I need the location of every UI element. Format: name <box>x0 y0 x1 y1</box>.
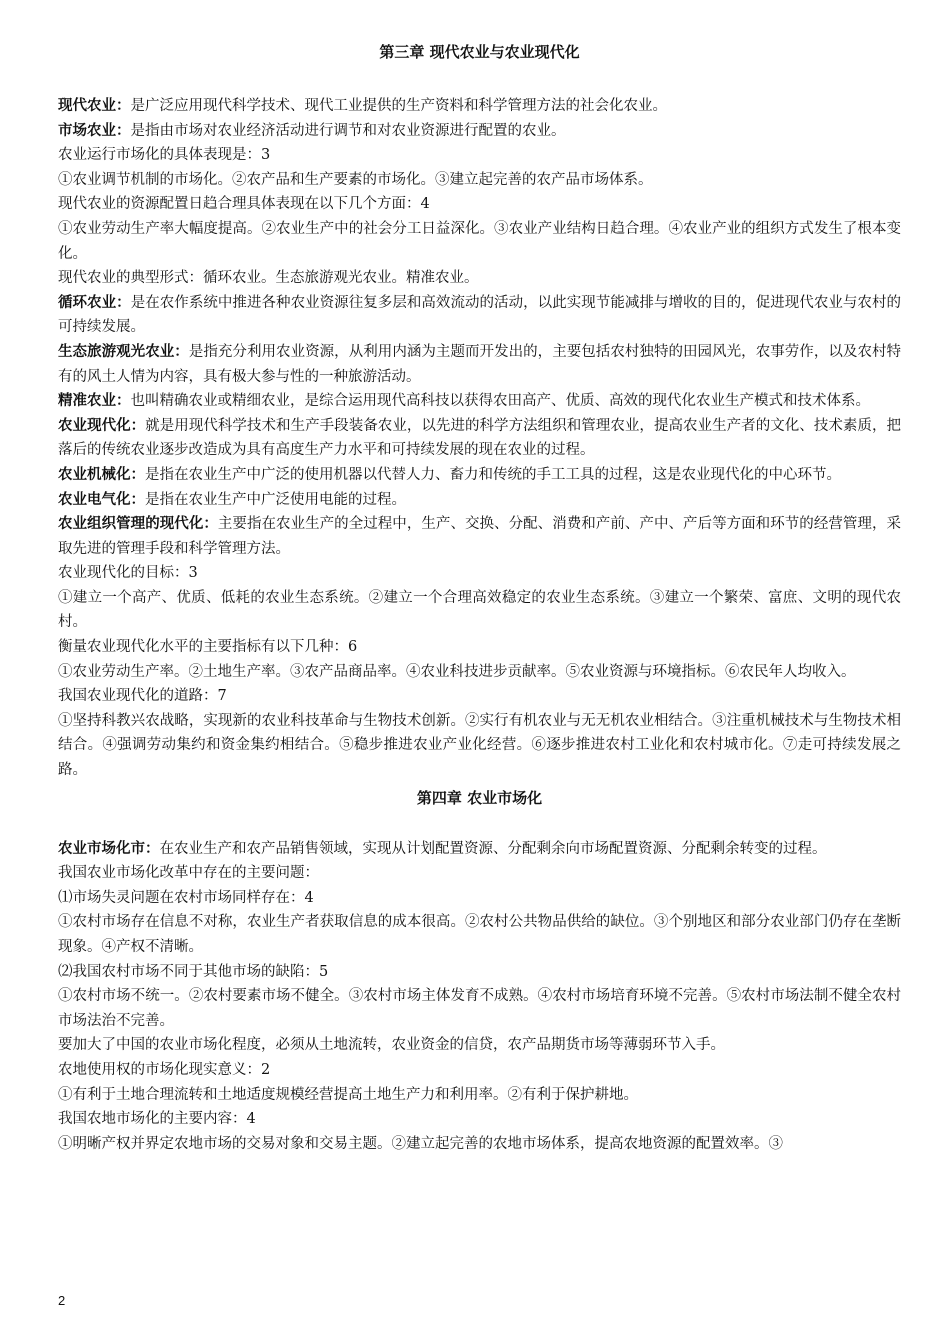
paragraph-text: 农业运行市场化的具体表现是：3 <box>58 147 271 164</box>
paragraph-text: ①明晰产权并界定农地市场的交易对象和交易主题。②建立起完善的农地市场体系，提高农地资源的配置效率。③ <box>58 1135 783 1152</box>
paragraph-text: 我国农业市场化改革中存在的主要问题： <box>58 865 319 882</box>
term-label: 农业市场化市： <box>58 839 160 857</box>
paragraph <box>58 414 901 463</box>
paragraph-text: 农地使用权的市场化现实意义：2 <box>58 1061 271 1078</box>
paragraph-text: 是指充分利用农业资源，从利用内涵为主题而开发出的，主要包括农村独特的田园风光，农事劳作，以及农村特有的风土人情为内容，具有极大参与性的一种旅游活动。 <box>58 343 902 385</box>
paragraph <box>58 861 901 886</box>
term-label: 循环农业： <box>58 293 131 311</box>
term-label: 农业机械化： <box>58 465 145 483</box>
paragraph-text: 我国农业现代化的道路：7 <box>58 688 227 705</box>
paragraph <box>58 168 901 193</box>
term-label: 现代农业： <box>58 97 131 114</box>
paragraph-text: ①农业调节机制的市场化。②农产品和生产要素的市场化。③建立起完善的农产品市场体系。 <box>58 171 653 188</box>
paragraph <box>58 291 901 340</box>
paragraph-text: 也叫精确农业或精细农业，是综合运用现代高科技以获得农田高产、优质、高效的现代化农业生产模式和技术体系。 <box>130 393 870 410</box>
chapter-3-body <box>58 94 901 783</box>
paragraph <box>58 684 901 709</box>
paragraph <box>58 512 901 561</box>
paragraph-text: 是广泛应用现代科学技术、现代工业提供的生产资料和科学管理方法的社会化农业。 <box>130 98 667 114</box>
page-number: 2 <box>58 1293 66 1308</box>
paragraph-text: 是在农作系统中推进各种农业资源往复多层和高效流动的活动，以此实现节能减排与增收的目的，促进现代农业与农村的可持续发展。 <box>58 294 902 336</box>
paragraph <box>58 143 901 168</box>
document-page <box>58 40 901 1156</box>
paragraph-text: 现代农业的典型形式：循环农业。生态旅游观光农业。精准农业。 <box>58 270 479 287</box>
paragraph <box>58 886 901 911</box>
paragraph <box>58 266 901 291</box>
paragraph <box>58 837 901 862</box>
term-label: 精准农业： <box>58 392 131 410</box>
paragraph-text: 是指在农业生产中广泛的使用机器以代替人力、畜力和传统的手工工具的过程，这是农业现代化的中心环节。 <box>145 466 841 483</box>
paragraph <box>58 586 901 635</box>
paragraph <box>58 1107 901 1132</box>
paragraph <box>58 984 901 1033</box>
paragraph-text: ⑵我国农村市场不同于其他市场的缺陷：5 <box>58 963 329 980</box>
term-label: 市场农业： <box>58 121 131 139</box>
paragraph-text: ⑴市场失灵问题在农村市场同样存在：4 <box>58 889 314 906</box>
term-label: 农业组织管理的现代化： <box>58 515 218 533</box>
paragraph <box>58 1132 901 1157</box>
paragraph-text: ①农业劳动生产率。②土地生产率。③农产品商品率。④农业科技进步贡献率。⑤农业资源与环境指标。⑥农民年人均收入。 <box>58 663 856 680</box>
chapter-4-title: 第四章 农业市场化 <box>416 788 543 807</box>
paragraph <box>58 561 901 586</box>
paragraph-text: 现代农业的资源配置日趋合理具体表现在以下几个方面：4 <box>58 196 430 213</box>
paragraph-text: 就是用现代科学技术和生产手段装备农业，以先进的科学方法组织和管理农业，提高农业生产者的文化、技术素质，把落后的传统农业逐步改造成为具有高度生产力水平和可持续发展的现在农业的过程。 <box>58 417 902 459</box>
paragraph <box>58 340 901 389</box>
paragraph <box>58 660 901 685</box>
paragraph <box>58 1058 901 1083</box>
paragraph-text: ①坚持科教兴农战略，实现新的农业科技革命与生物技术创新。②实行有机农业与无无机农业相结合。③注重机械技术与生物技术相结合。④强调劳动集约和资金集约相结合。⑤稳步推进农业产业化经营。⑥逐步推进农村工业化和农村城市化。⑦走可持续发展之路。 <box>58 712 901 779</box>
paragraph-text: 主要指在农业生产的全过程中，生产、交换、分配、消费和产前、产中、产后等方面和环节的经营管理，采取先进的管理手段和科学管理方法。 <box>58 516 902 557</box>
paragraph-text: 是指在农业生产中广泛使用电能的过程。 <box>145 491 406 508</box>
chapter-3-title: 第三章 现代农业与农业现代化 <box>379 43 580 61</box>
paragraph <box>58 463 901 488</box>
paragraph-text: ①农村市场不统一。②农村要素市场不健全。③农村市场主体发育不成熟。④农村市场培育环境不完善。⑤农村市场法制不健全农村市场法治不完善。 <box>58 988 901 1029</box>
paragraph <box>58 1083 901 1108</box>
term-label: 生态旅游观光农业： <box>58 342 189 360</box>
term-label: 农业现代化： <box>58 416 146 434</box>
paragraph <box>58 488 901 513</box>
paragraph-text: 要加大了中国的农业市场化程度，必须从土地流转，农业资金的信贷，农产品期货市场等薄弱环节入手。 <box>58 1037 725 1054</box>
paragraph <box>58 709 901 783</box>
paragraph <box>58 389 901 414</box>
paragraph-text: 我国农地市场化的主要内容：4 <box>58 1111 256 1128</box>
chapter-4-body <box>58 837 901 1157</box>
paragraph-text: 是指由市场对农业经济活动进行调节和对农业资源进行配置的农业。 <box>130 122 566 139</box>
paragraph <box>58 910 901 959</box>
paragraph <box>58 960 901 985</box>
term-label: 农业电气化： <box>58 490 145 508</box>
paragraph-text: 在农业生产和农产品销售领域，实现从计划配置资源、分配剩余向市场配置资源、分配剩余转变的过程。 <box>159 840 827 857</box>
paragraph-text: ①农业劳动生产率大幅度提高。②农业生产中的社会分工日益深化。③农业产业结构日趋合理。④农业产业的组织方式发生了根本变化。 <box>58 220 901 262</box>
paragraph <box>58 94 901 119</box>
paragraph-text: 衡量农业现代化水平的主要指标有以下几种：6 <box>58 639 358 656</box>
paragraph <box>58 635 901 660</box>
paragraph-text: ①农村市场存在信息不对称，农业生产者获取信息的成本很高。②农村公共物品供给的缺位。③个别地区和部分农业部门仍存在垄断现象。④产权不清晰。 <box>58 914 901 955</box>
paragraph <box>58 192 901 217</box>
paragraph-text: ①有利于土地合理流转和土地适度规模经营提高土地生产力和利用率。②有利于保护耕地。 <box>58 1086 638 1103</box>
paragraph-text: ①建立一个高产、优质、低耗的农业生态系统。②建立一个合理高效稳定的农业生态系统。③建立一个繁荣、富庶、文明的现代农村。 <box>58 589 901 631</box>
paragraph-text: 农业现代化的目标：3 <box>58 565 198 582</box>
paragraph <box>58 217 901 266</box>
paragraph <box>58 1033 901 1058</box>
paragraph <box>58 119 901 144</box>
